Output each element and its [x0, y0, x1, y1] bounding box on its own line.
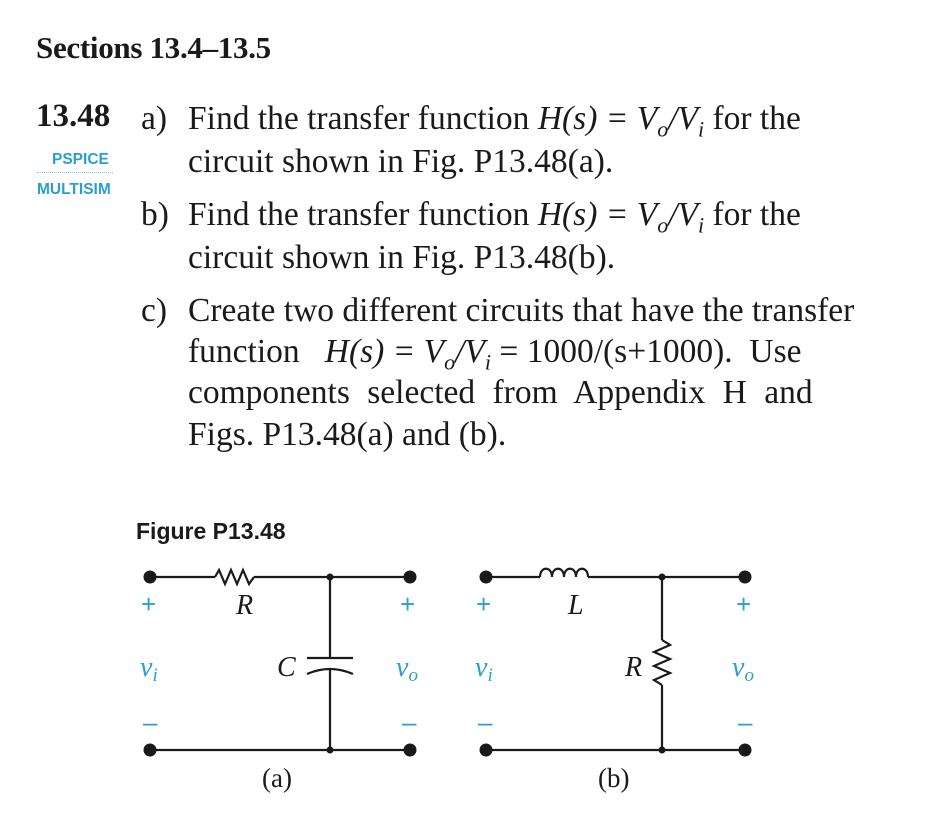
label-r-a: R: [236, 590, 254, 621]
part-c-line2: function $H(s) = V_o/V_i = 1000/(s+1000)$. Use: [188, 333, 802, 375]
problem-number: 13.48: [36, 98, 111, 134]
inductor-icon: [540, 569, 588, 577]
label-l-b: L: [568, 590, 584, 621]
minus-out-b: –: [738, 707, 753, 737]
resistor-a-icon: [215, 570, 254, 584]
minus-in-b: –: [478, 707, 493, 737]
part-b-line2: circuit shown in Fig. P13.48(b).: [188, 239, 616, 276]
minus-in-a: –: [143, 707, 158, 737]
vo-b: vo: [732, 652, 754, 686]
vi-a: vi: [140, 652, 158, 686]
plus-out-a: +: [400, 589, 416, 619]
plus-out-b: +: [736, 589, 752, 619]
pspice-tag: PSPICE: [52, 151, 109, 168]
caption-b: (b): [598, 763, 630, 793]
part-a-line1: Find the transfer function $H(s) = V_o/V_i$ for the: [188, 100, 801, 142]
part-c-line4: Figs. P13.48(a) and (b).: [188, 416, 507, 453]
part-c-label: c): [141, 292, 168, 329]
vi-b: vi: [475, 652, 493, 686]
label-c-a: C: [277, 652, 296, 683]
part-c-line1: Create two different circuits that have the transfer: [188, 292, 855, 329]
part-c-line3: components selected from Appendix H and: [188, 374, 813, 411]
multisim-tag: MULTISIM: [37, 181, 111, 198]
label-r-b: R: [625, 652, 643, 683]
section-title: Sections 13.4–13.5: [36, 30, 271, 65]
vo-a: vo: [396, 652, 418, 686]
part-a-label: a): [141, 100, 168, 137]
plus-in-a: +: [141, 589, 157, 619]
part-a-line2: circuit shown in Fig. P13.48(a).: [188, 143, 614, 180]
resistor-b-icon: [654, 640, 670, 685]
caption-a: (a): [262, 763, 292, 793]
minus-out-a: –: [402, 707, 417, 737]
plus-in-b: +: [476, 589, 492, 619]
part-b-label: b): [141, 196, 169, 233]
part-b-line1: Find the transfer function $H(s) = V_o/V_i$ for the: [188, 196, 801, 238]
figure-title: Figure P13.48: [136, 518, 286, 544]
